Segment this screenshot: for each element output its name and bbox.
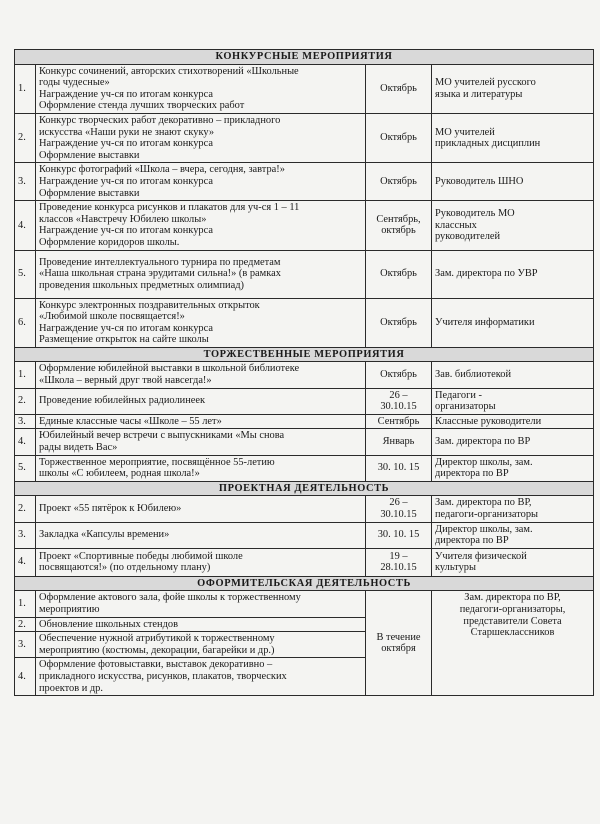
responsible-line: МО учителей русского bbox=[435, 77, 536, 89]
table-row bbox=[15, 429, 594, 455]
section-title: ТОРЖЕСТВЕННЫЕ МЕРОПРИЯТИЯ bbox=[15, 347, 594, 362]
section-header-row bbox=[15, 481, 594, 496]
responsible-line: Руководитель МО bbox=[435, 207, 515, 219]
responsible-line: организаторы bbox=[435, 401, 496, 413]
date-line: Октябрь bbox=[380, 369, 417, 381]
date-line: В течение bbox=[376, 631, 421, 643]
event-line: проектов и др. bbox=[39, 682, 103, 694]
responsible-person bbox=[432, 455, 594, 481]
date-line: Сентябрь, bbox=[376, 213, 421, 225]
event-line: «Школа – верный друг твой навсегда!» bbox=[39, 375, 212, 387]
responsible-line: Зам. директора по ВР, bbox=[435, 497, 532, 509]
responsible-person bbox=[432, 201, 594, 250]
events-table bbox=[14, 49, 594, 696]
event-line: рады видеть Вас» bbox=[39, 442, 118, 454]
responsible-line: Зав. библиотекой bbox=[435, 369, 512, 381]
event-line: Обеспечение нужной атрибутикой к торжественному bbox=[39, 633, 275, 645]
event-date bbox=[366, 163, 432, 201]
table-row bbox=[15, 522, 594, 548]
row-number: 1. bbox=[15, 591, 36, 617]
date-line: Октябрь bbox=[380, 82, 417, 94]
event-line: посвящаются!» (по отдельному плану) bbox=[39, 562, 211, 574]
date-line: 26 – bbox=[389, 389, 408, 401]
responsible-line: Зам. директора по ВР, bbox=[464, 592, 561, 604]
event-line: Юбилейный вечер встречи с выпускниками «Мы снова bbox=[39, 430, 285, 442]
responsible-person bbox=[432, 163, 594, 201]
row-number: 4. bbox=[15, 658, 36, 696]
responsible-line: директора по ВР bbox=[435, 468, 509, 480]
responsible-person bbox=[432, 113, 594, 162]
event-line: Оформление коридоров школы. bbox=[39, 236, 180, 248]
table-row bbox=[15, 64, 594, 113]
row-number: 4. bbox=[15, 201, 36, 250]
event-line: Проведение юбилейных радиолинеек bbox=[39, 395, 206, 407]
responsible-line: педагоги-организаторы, bbox=[459, 603, 566, 615]
event-description bbox=[36, 64, 366, 113]
event-line: Оформление юбилейной выставки в школьной библиотеке bbox=[39, 363, 300, 375]
date-line: Октябрь bbox=[380, 132, 417, 144]
event-line: «Наша школьная страна эрудитами сильна!» (в рамках bbox=[39, 268, 281, 280]
responsible-line: Старшеклассников bbox=[470, 627, 555, 639]
event-line: Награждение уч-ся по итогам конкурса bbox=[39, 175, 213, 187]
date-line: Сентябрь bbox=[377, 415, 420, 427]
responsible-line: языка и литературы bbox=[435, 88, 523, 100]
row-number: 6. bbox=[15, 298, 36, 347]
row-number: 2. bbox=[15, 617, 36, 632]
responsible-line: Учителя физической bbox=[435, 550, 527, 562]
responsible-person bbox=[432, 522, 594, 548]
event-line: искусства «Наши руки не знают скуку» bbox=[39, 126, 215, 138]
row-number: 3. bbox=[15, 522, 36, 548]
event-line: Оформление стенда лучших творческих работ bbox=[39, 100, 245, 112]
responsible-person bbox=[432, 429, 594, 455]
event-line: мероприятию bbox=[39, 603, 100, 615]
event-date bbox=[366, 591, 432, 696]
responsible-person bbox=[432, 388, 594, 414]
date-line: 19 – bbox=[389, 550, 408, 562]
event-line: Конкурс творческих работ декоративно – прикладного bbox=[39, 114, 281, 126]
date-line: Октябрь bbox=[380, 175, 417, 187]
event-line: Награждение уч-ся по итогам конкурса bbox=[39, 322, 213, 334]
event-description bbox=[36, 591, 366, 617]
event-line: годы чудесные» bbox=[39, 77, 110, 89]
responsible-person bbox=[432, 548, 594, 576]
responsible-line: Учителя информатики bbox=[435, 316, 535, 328]
event-line: Проведение интеллектуального турнира по предметам bbox=[39, 256, 281, 268]
section-header-row bbox=[15, 347, 594, 362]
date-line: 30. 10. 15 bbox=[377, 462, 420, 474]
event-date bbox=[366, 548, 432, 576]
responsible-line: культуры bbox=[435, 562, 476, 574]
section-header-row bbox=[15, 576, 594, 591]
event-description bbox=[36, 113, 366, 162]
event-line: Конкурс сочинений, авторских стихотворений «Школьные bbox=[39, 65, 299, 77]
date-line: 26 – bbox=[389, 497, 408, 509]
responsible-line: Директор школы, зам. bbox=[435, 456, 533, 468]
event-description bbox=[36, 548, 366, 576]
event-date bbox=[366, 201, 432, 250]
event-line: Награждение уч-ся по итогам конкурса bbox=[39, 225, 213, 237]
section-title: КОНКУРСНЫЕ МЕРОПРИЯТИЯ bbox=[15, 50, 594, 65]
event-description bbox=[36, 455, 366, 481]
section-header-row bbox=[15, 50, 594, 65]
event-date bbox=[366, 388, 432, 414]
responsible-line: классных bbox=[435, 219, 477, 231]
row-number: 5. bbox=[15, 250, 36, 298]
event-line: Оформление выставки bbox=[39, 149, 140, 161]
event-line: Единые классные часы «Школе – 55 лет» bbox=[39, 415, 222, 427]
section-title: ОФОРМИТЕЛЬСКАЯ ДЕЯТЕЛЬНОСТЬ bbox=[15, 576, 594, 591]
event-date bbox=[366, 496, 432, 522]
event-description bbox=[36, 362, 366, 388]
event-date bbox=[366, 298, 432, 347]
event-date bbox=[366, 113, 432, 162]
event-line: Обновление школьных стендов bbox=[39, 618, 178, 630]
event-line: Оформление актового зала, фойе школы к торжественному bbox=[39, 592, 301, 604]
row-number: 2. bbox=[15, 496, 36, 522]
event-line: мероприятию (костюмы, декорации, багарейки и др.) bbox=[39, 644, 275, 656]
responsible-line: Директор школы, зам. bbox=[435, 523, 533, 535]
event-line: классов «Навстречу Юбилею школы» bbox=[39, 213, 207, 225]
event-description bbox=[36, 617, 366, 632]
event-line: Торжественное мероприятие, посвящённое 55-летию bbox=[39, 456, 275, 468]
table-row bbox=[15, 496, 594, 522]
event-description bbox=[36, 632, 366, 658]
event-line: Награждение уч-ся по итогам конкурса bbox=[39, 88, 213, 100]
event-description bbox=[36, 250, 366, 298]
table-row bbox=[15, 163, 594, 201]
responsible-person bbox=[432, 298, 594, 347]
table-row bbox=[15, 298, 594, 347]
event-description bbox=[36, 429, 366, 455]
date-line: 30.10.15 bbox=[380, 509, 417, 520]
date-line: Январь bbox=[382, 436, 415, 448]
row-number: 3. bbox=[15, 632, 36, 658]
responsible-line: директора по ВР bbox=[435, 535, 509, 547]
date-line: 28.10.15 bbox=[380, 562, 417, 574]
event-line: Конкурс фотографий «Школа – вчера, сегодня, завтра!» bbox=[39, 164, 285, 176]
event-line: Оформление фотовыставки, выставок декоративно – bbox=[39, 659, 273, 671]
date-line: октябрь bbox=[381, 225, 416, 237]
event-line: школы «С юбилеем, родная школа!» bbox=[39, 468, 200, 480]
event-description bbox=[36, 388, 366, 414]
event-line: Награждение уч-ся по итогам конкурса bbox=[39, 138, 213, 150]
row-number: 5. bbox=[15, 455, 36, 481]
date-line: 30. 10. 15 bbox=[377, 529, 420, 541]
event-date bbox=[366, 414, 432, 429]
responsible-line: Зам. директора по ВР bbox=[435, 436, 531, 448]
row-number: 2. bbox=[15, 113, 36, 162]
date-line: Октябрь bbox=[380, 268, 417, 280]
table-row bbox=[15, 250, 594, 298]
responsible-person bbox=[432, 250, 594, 298]
table-row bbox=[15, 455, 594, 481]
responsible-line: Педагоги - bbox=[435, 389, 482, 401]
responsible-person bbox=[432, 362, 594, 388]
responsible-line: МО учителей bbox=[435, 126, 495, 138]
date-line: октября bbox=[381, 643, 416, 655]
section-title: ПРОЕКТНАЯ ДЕЯТЕЛЬНОСТЬ bbox=[15, 481, 594, 496]
row-number: 1. bbox=[15, 362, 36, 388]
responsible-line: руководителей bbox=[435, 231, 501, 243]
responsible-line: педагоги-организаторы bbox=[435, 509, 539, 520]
event-description bbox=[36, 201, 366, 250]
responsible-person bbox=[432, 496, 594, 522]
row-number: 4. bbox=[15, 429, 36, 455]
table-row bbox=[15, 388, 594, 414]
event-line: Проведение конкурса рисунков и плакатов для уч-ся 1 – 11 bbox=[39, 202, 300, 214]
event-description bbox=[36, 496, 366, 522]
responsible-line: прикладных дисциплин bbox=[435, 138, 541, 150]
event-date bbox=[366, 362, 432, 388]
event-line: Закладка «Капсулы времени» bbox=[39, 529, 170, 541]
table-row bbox=[15, 591, 594, 617]
event-date bbox=[366, 455, 432, 481]
event-date bbox=[366, 64, 432, 113]
event-line: Оформление выставки bbox=[39, 187, 140, 199]
event-date bbox=[366, 522, 432, 548]
row-number: 3. bbox=[15, 414, 36, 429]
event-line: Размещение открыток на сайте школы bbox=[39, 334, 209, 346]
responsible-person bbox=[432, 64, 594, 113]
responsible-person bbox=[432, 414, 594, 429]
event-line: проведения школьных предметных олимпиад) bbox=[39, 279, 244, 291]
row-number: 2. bbox=[15, 388, 36, 414]
event-line: «Любимой школе посвящается!» bbox=[39, 311, 185, 323]
event-line: Проект «55 пятёрок к Юбилею» bbox=[39, 503, 182, 515]
event-description bbox=[36, 163, 366, 201]
responsible-line: Руководитель ШНО bbox=[435, 175, 524, 187]
responsible-line: Зам. директора по УВР bbox=[435, 268, 538, 280]
event-line: Конкурс электронных поздравительных открыток bbox=[39, 299, 260, 311]
responsible-line: Классные руководители bbox=[435, 415, 542, 427]
responsible-person bbox=[432, 591, 594, 696]
event-date bbox=[366, 429, 432, 455]
row-number: 4. bbox=[15, 548, 36, 576]
event-line: Проект «Спортивные победы любимой школе bbox=[39, 550, 243, 562]
event-description bbox=[36, 414, 366, 429]
event-description bbox=[36, 522, 366, 548]
table-row bbox=[15, 414, 594, 429]
table-row bbox=[15, 201, 594, 250]
event-date bbox=[366, 250, 432, 298]
table-row bbox=[15, 362, 594, 388]
date-line: 30.10.15 bbox=[380, 401, 417, 413]
table-row bbox=[15, 113, 594, 162]
date-line: Октябрь bbox=[380, 316, 417, 328]
row-number: 1. bbox=[15, 64, 36, 113]
event-description bbox=[36, 658, 366, 696]
event-line: прикладного искусства, рисунков, плакатов, творческих bbox=[39, 670, 287, 682]
table-row bbox=[15, 548, 594, 576]
responsible-line: представители Совета bbox=[463, 615, 562, 627]
row-number: 3. bbox=[15, 163, 36, 201]
event-description bbox=[36, 298, 366, 347]
